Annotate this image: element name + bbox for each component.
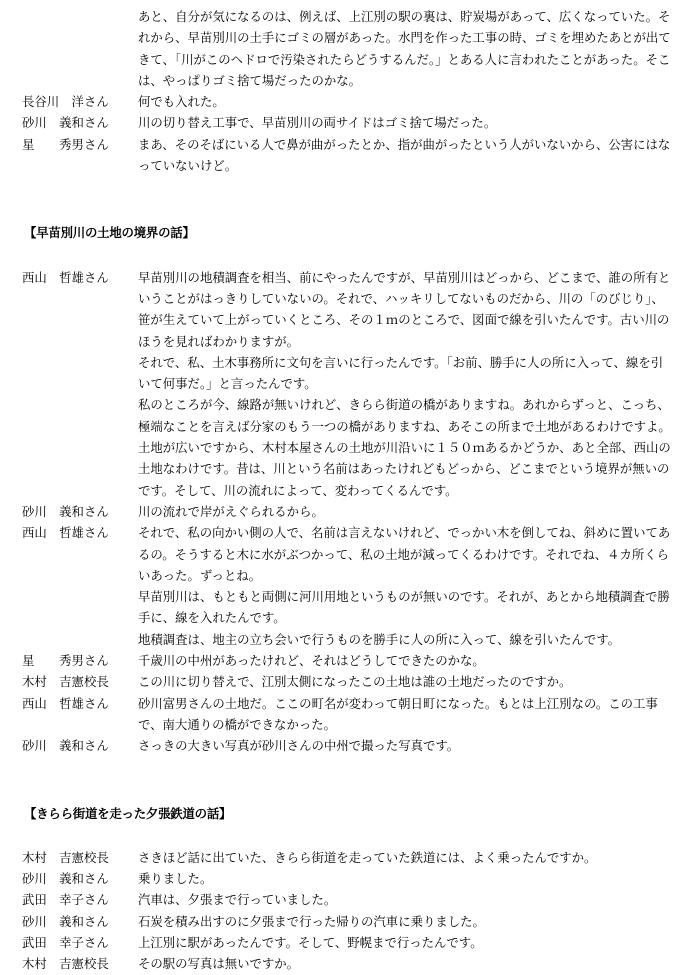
- speech-text: [138, 112, 677, 133]
- speaker-name: 木村 吉憲校長: [22, 956, 109, 972]
- speech-text: [138, 267, 677, 501]
- transcript-entry: [0, 932, 677, 953]
- speaker-name: 木村 吉憲校長: [22, 674, 109, 690]
- transcript-entry: [0, 650, 677, 671]
- speech-paragraph: 地積調査は、地主の立ち会いで行うものを勝手に人の所に入って、線を引いたんです。: [138, 631, 620, 647]
- speech-paragraph: 私のところが今、線路が無いけれど、きらら街道の橋がありますね。あれからずっと、こっち、極端なことを言えば分家のもう一つの橋がありますね、あそこの所まで土地があるわけですよ。土地が広いですから、木村本屋さんの土地が川沿いに１５０ｍあるかどうか、あと全部、西山の土地なわけです。昔は、川という名前はあったけれどもどっから、どこまでという境界が無いのです。そして、川の流れによって、変わってくるんです。: [138, 397, 671, 498]
- speech-paragraph: 何でも入れた。: [138, 94, 225, 110]
- section-spacer: [0, 244, 677, 267]
- transcript-entry: [0, 693, 677, 736]
- speech-text: [138, 868, 677, 889]
- speech-text: [138, 134, 677, 177]
- speech-paragraph: 汽車は、夕張まで行っていました。: [138, 892, 337, 908]
- speaker-name: 砂川 義和さん: [22, 913, 109, 929]
- speech-text: [138, 6, 677, 91]
- speech-paragraph: それで、私、土木事務所に文句を言いに行ったんです。「お前、勝手に人の所に入って、線を引いて何事だ。」と言ったんです。: [138, 354, 664, 392]
- transcript-entry: [0, 522, 677, 650]
- speech-paragraph: 乗りました。: [138, 871, 213, 887]
- speech-text: [138, 671, 677, 692]
- speaker-name: 砂川 義和さん: [22, 115, 109, 131]
- speech-paragraph: さきほど話に出ていた、きらら街道を走っていた鉄道には、よく乗ったんですか。: [138, 849, 597, 865]
- speech-paragraph: まあ、そのそばにいる人で鼻が曲がったとか、指が曲がったという人がいないから、公害にはなっていないけど。: [138, 136, 671, 174]
- speech-text: [138, 501, 677, 522]
- section-spacer: [0, 757, 677, 803]
- transcript-entry: [0, 6, 677, 91]
- speech-paragraph: その駅の写真は無いですか。: [138, 956, 300, 972]
- section-heading: 【早苗別川の土地の境界の話】: [24, 225, 195, 241]
- speech-text: [138, 847, 677, 868]
- interview-transcript: [0, 6, 677, 975]
- speech-paragraph: 早苗別川は、もともと両側に河川用地というものが無いのです。それが、あとから地積調査で勝手に、線を入れたんです。: [138, 589, 670, 626]
- transcript-entry: [0, 735, 677, 756]
- speech-text: [138, 911, 677, 932]
- speech-text: [138, 735, 677, 756]
- speaker-name: 武田 幸子さん: [22, 892, 109, 908]
- speaker-name: 木村 吉憲校長: [22, 849, 109, 865]
- speech-paragraph: 千歳川の中州があったけれど、それはどうしてできたのかな。: [138, 653, 485, 669]
- speech-text: [138, 932, 677, 953]
- speech-paragraph: この川に切り替えで、江別太側になったこの土地は誰の土地だったのですか。: [138, 674, 572, 690]
- speech-text: [138, 522, 677, 650]
- transcript-entry: [0, 267, 677, 501]
- transcript-entry: [0, 953, 677, 974]
- transcript-entry: [0, 847, 677, 868]
- speech-paragraph: さっきの大きい写真が砂川さんの中州で撮った写真です。: [138, 738, 460, 754]
- speaker-name: 西山 哲雄さん: [22, 269, 109, 285]
- transcript-entry: [0, 112, 677, 133]
- transcript-entry: [0, 91, 677, 112]
- speech-text: [138, 693, 677, 736]
- speech-paragraph: それで、私の向かい側の人で、名前は言えないけれど、でっかい木を倒してね、斜めに置いてあるの。そうすると木に水がぶつかって、私の土地が減ってくるわけです。それでね、４カ所くらいあった。ずっとね。: [138, 525, 671, 583]
- speech-paragraph: 早苗別川の地積調査を相当、前にやったんですが、早苗別川はどっから、どこまで、誰の所有ということがはっきりしていないの。それで、ハッキリしてないものだから、川の「のびじり」、笹が生えていて上がっていくところ、その１ｍのところで、図面で線を引いたんです。古い川のほうを見ればわかりますが。: [138, 269, 671, 349]
- speaker-name: 西山 哲雄さん: [22, 695, 109, 711]
- speech-paragraph: 石炭を積み出すのに夕張まで行った帰りの汽車に乗りました。: [138, 913, 485, 929]
- speech-paragraph: 川の流れで岸がえぐられるから。: [138, 503, 324, 519]
- section-spacer: [0, 824, 677, 847]
- section-heading: 【きらら街道を走った夕張鉄道の話】: [24, 805, 232, 821]
- speaker-name: 砂川 義和さん: [22, 871, 109, 887]
- transcript-entry: [0, 134, 677, 177]
- speech-text: [138, 889, 677, 910]
- speech-paragraph: 上江別に駅があったんです。そして、野幌まで行ったんです。: [138, 934, 483, 950]
- speech-paragraph: 砂川富男さんの土地だ。ここの町名が変わって朝日町になった。もとは上江別なの。この工事で、南大通りの橋ができなかった。: [138, 695, 658, 732]
- speech-text: [138, 953, 677, 974]
- transcript-entry: [0, 889, 677, 910]
- speaker-name: 長谷川 洋さん: [22, 94, 109, 110]
- speech-text: [138, 650, 677, 671]
- transcript-entry: [0, 868, 677, 889]
- speaker-name: 武田 幸子さん: [22, 934, 109, 950]
- speech-paragraph: 川の切り替え工事で、早苗別川の両サイドはゴミ捨て場だった。: [138, 115, 497, 131]
- speaker-name: 星 秀男さん: [22, 653, 109, 669]
- speaker-name: 星 秀男さん: [22, 136, 109, 152]
- transcript-entry: [0, 911, 677, 932]
- transcript-entry: [0, 671, 677, 692]
- speaker-name: 砂川 義和さん: [22, 503, 109, 519]
- section-spacer: [0, 176, 677, 222]
- speech-text: [138, 91, 677, 112]
- speech-paragraph: あと、自分が気になるのは、例えば、上江別の駅の裏は、貯炭場があって、広くなっていた。それから、早苗別川の土手にゴミの層があった。水門を作った工事の時、ゴミを埋めたあとが出てきて、「川がこのヘドロで汚染されたらどうするんだ。」とある人に言われたことがあった。そこは、やっぱりゴミ捨て場だったのかな。: [138, 9, 671, 88]
- speaker-name: 砂川 義和さん: [22, 738, 109, 754]
- speaker-name: 西山 哲雄さん: [22, 525, 109, 541]
- transcript-entry: [0, 501, 677, 522]
